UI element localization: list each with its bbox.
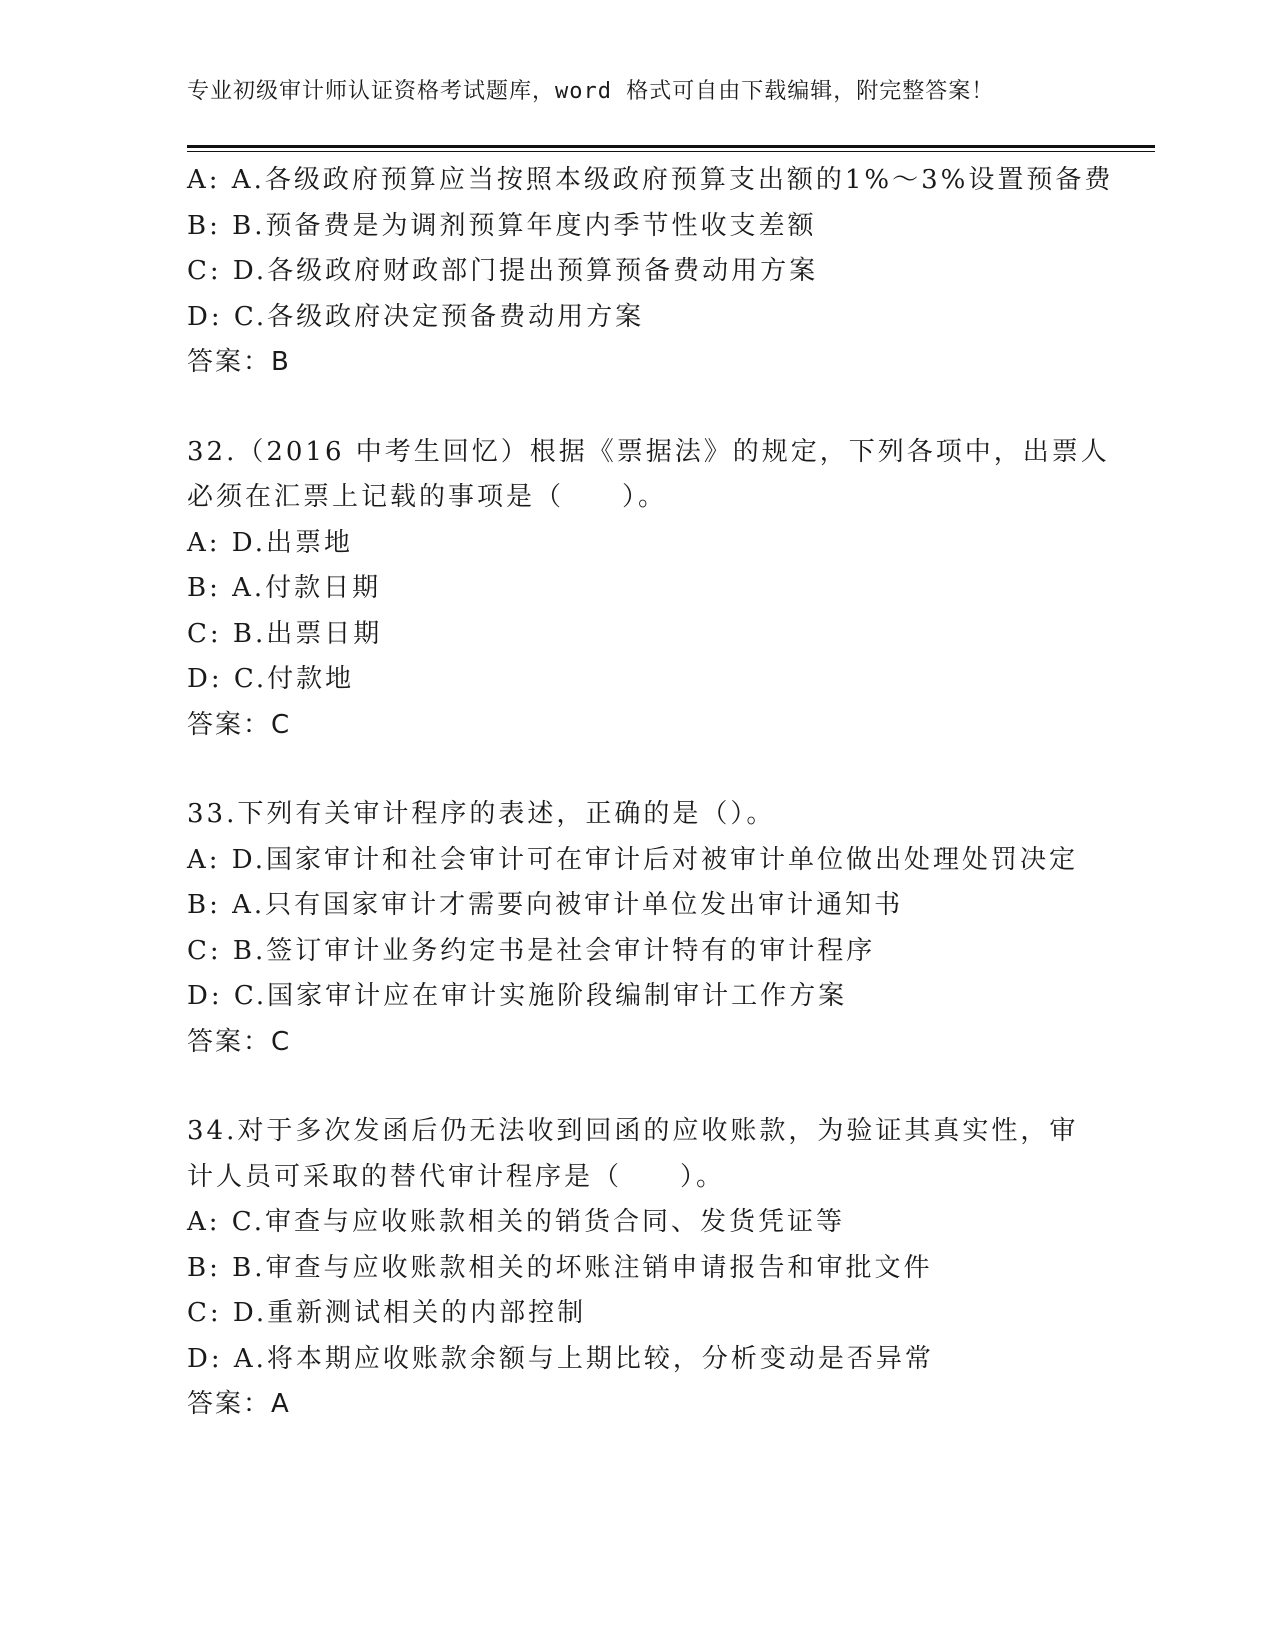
question-block — [187, 792, 1147, 1065]
question-text-line: 必须在汇票上记载的事项是（ ）。 — [187, 482, 668, 512]
option-d: D: C.付款地 — [187, 664, 355, 694]
spacer — [187, 386, 1147, 430]
question-text-line: 计人员可采取的替代审计程序是（ ）。 — [187, 1161, 726, 1192]
page-header: 专业初级审计师认证资格考试题库，word 格式可自由下载编辑，附完整答案！ — [187, 79, 995, 104]
question-block — [187, 158, 1147, 386]
option-c: C: B.签订审计业务约定书是社会审计特有的审计程序 — [187, 935, 876, 966]
question-text-line: 32.（2016 中考生回忆）根据《票据法》的规定，下列各项中，出票人 — [187, 436, 1110, 467]
option-c: C: D.重新测试相关的内部控制 — [187, 1298, 587, 1328]
question-text-line: 34.对于多次发函后仍无法收到回函的应收账款，为验证其真实性，审 — [187, 1116, 1079, 1146]
option-b: B: A.只有国家审计才需要向被审计单位发出审计通知书 — [187, 890, 904, 920]
answer-line: 答案：A — [187, 1389, 291, 1419]
option-c: C: B.出票日期 — [187, 618, 383, 649]
option-b: B: A.付款日期 — [187, 573, 382, 603]
answer-line: 答案：C — [187, 1026, 292, 1057]
option-b: B: B.审查与应收账款相关的坏账注销申请报告和审批文件 — [187, 1252, 933, 1283]
option-d: D: C.各级政府决定预备费动用方案 — [187, 301, 645, 332]
spacer — [187, 748, 1147, 792]
option-b: B: B.预备费是为调剂预算年度内季节性收支差额 — [187, 210, 817, 241]
option-c: C: D.各级政府财政部门提出预算预备费动用方案 — [187, 256, 819, 286]
option-d: D: A.将本期应收账款余额与上期比较，分析变动是否异常 — [187, 1343, 934, 1374]
question-block — [187, 430, 1147, 749]
option-a: A: A.各级政府预算应当按照本级政府预算支出额的1%～3%设置预备费 — [187, 165, 1114, 195]
answer-line: 答案：C — [187, 709, 292, 740]
question-text-line: 33.下列有关审计程序的表述，正确的是（）。 — [187, 799, 776, 829]
option-a: A: D.国家审计和社会审计可在审计后对被审计单位做出处理处罚决定 — [187, 844, 1078, 875]
answer-line: 答案：B — [187, 347, 291, 377]
option-a: A: C.审查与应收账款相关的销货合同、发货凭证等 — [187, 1207, 846, 1237]
option-d: D: C.国家审计应在审计实施阶段编制审计工作方案 — [187, 981, 848, 1011]
option-a: A: D.出票地 — [187, 527, 353, 558]
question-block — [187, 1109, 1147, 1428]
question-list — [187, 158, 1147, 1428]
spacer — [187, 1065, 1147, 1109]
header-rule-thick — [187, 145, 1155, 148]
header-rule-thin — [187, 151, 1155, 152]
